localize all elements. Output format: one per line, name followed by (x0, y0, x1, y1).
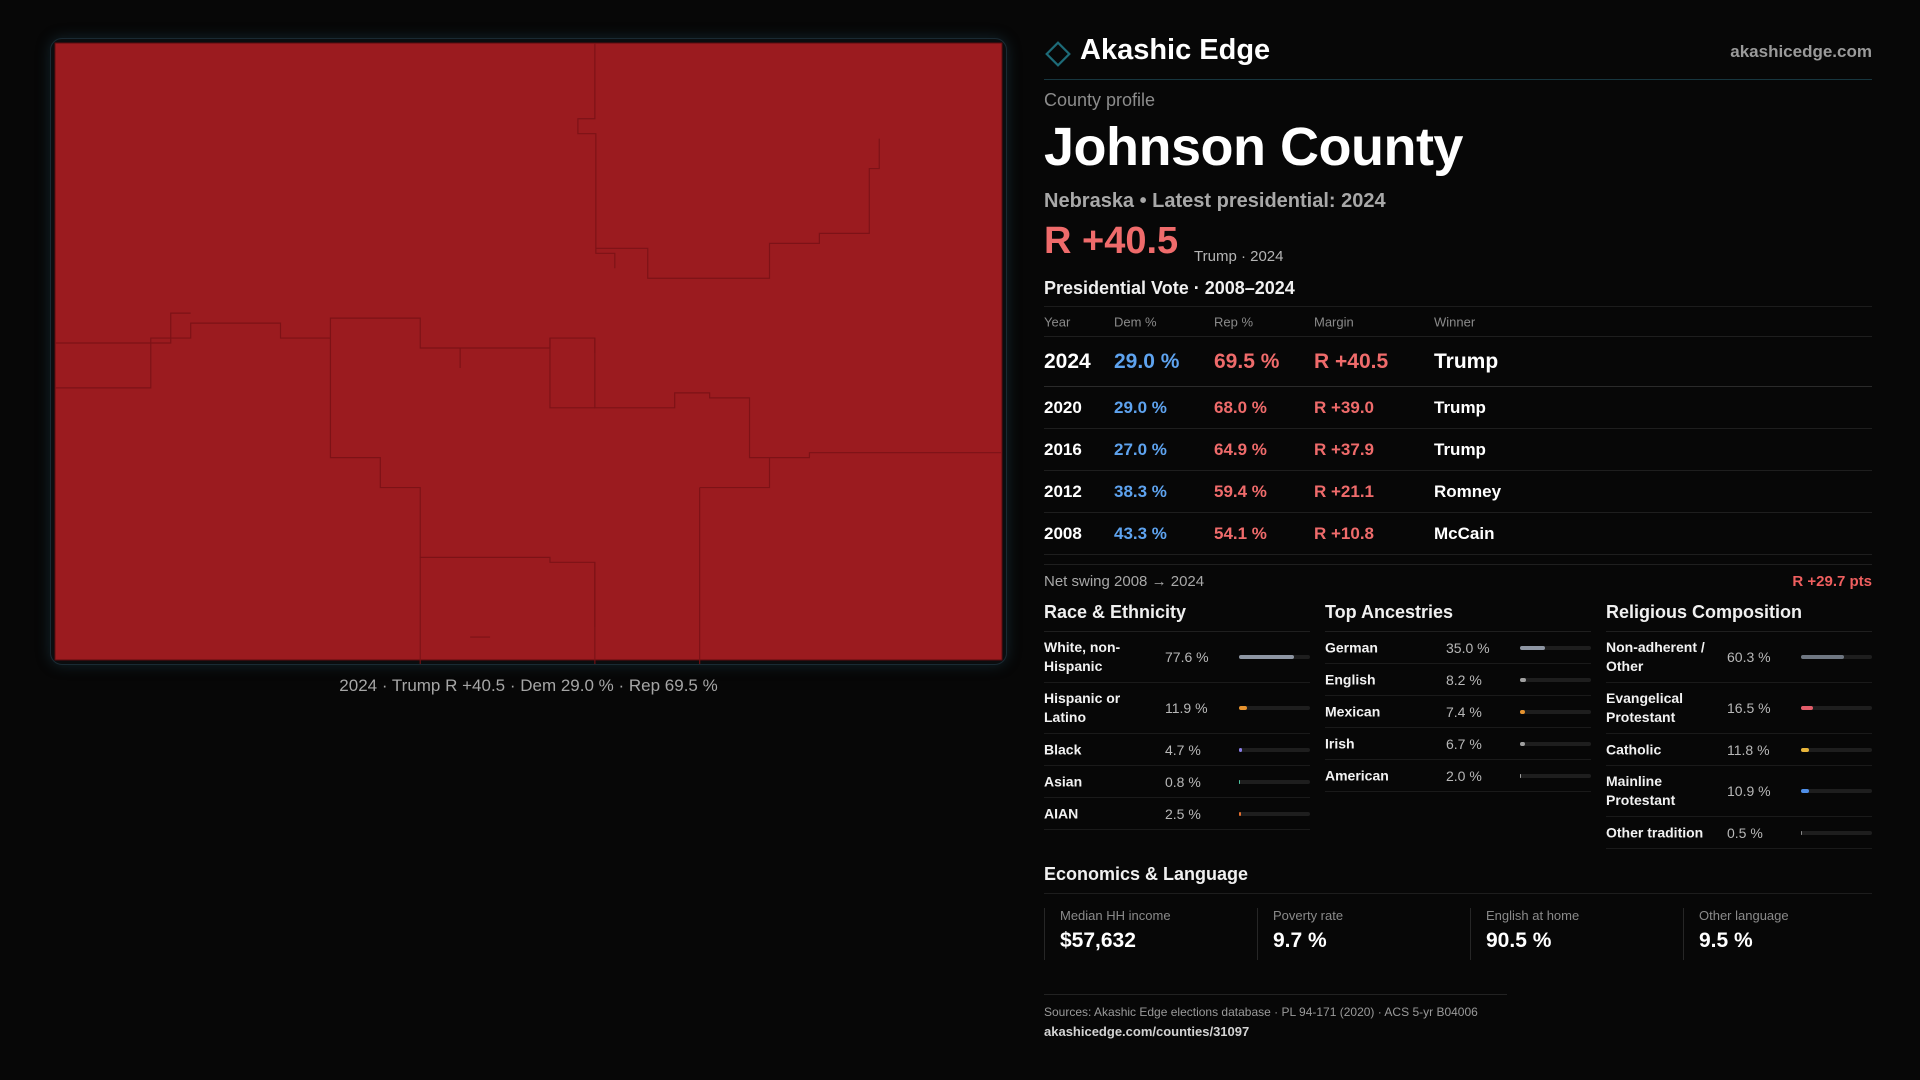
stat-label: Other tradition (1606, 824, 1704, 840)
stat-bar (1520, 646, 1591, 650)
col-margin-header: Margin (1314, 314, 1354, 329)
stat-bar (1801, 706, 1872, 710)
stat-bar-fill (1239, 706, 1247, 710)
stat-bar-fill (1520, 646, 1545, 650)
econ-stat (1470, 908, 1579, 960)
stat-bar (1520, 774, 1591, 778)
race-ethnicity-section (1044, 602, 1310, 830)
stat-label: Mainline Protestant (1606, 773, 1676, 808)
stat-row (1325, 696, 1591, 728)
row-margin: R +39.0 (1314, 397, 1375, 417)
stat-label: Mexican (1325, 703, 1381, 719)
col-rep-header: Rep % (1214, 314, 1254, 329)
stat-bar-fill (1801, 655, 1844, 659)
stat-row (1606, 766, 1872, 817)
stat-row (1606, 734, 1872, 766)
stat-label: White, non-Hispanic (1044, 639, 1121, 674)
row-rep: 68.0 % (1214, 397, 1267, 417)
stat-bar (1239, 655, 1310, 659)
econ-label: Median HH income (1060, 908, 1171, 923)
stat-label: Asian (1044, 773, 1083, 789)
county-permalink[interactable]: akashicedge.com/counties/31097 (1044, 1024, 1250, 1039)
diamond-logo-icon (1044, 40, 1072, 68)
econ-value: $57,632 (1060, 929, 1136, 952)
stat-row (1606, 683, 1872, 734)
row-year: 2012 (1044, 481, 1082, 501)
row-rep: 59.4 % (1214, 481, 1267, 501)
stat-row (1044, 798, 1310, 830)
stat-bar (1801, 655, 1872, 659)
table-row (1044, 387, 1872, 429)
econ-label: English at home (1486, 908, 1580, 923)
stat-bar-fill (1239, 655, 1294, 659)
table-row (1044, 513, 1872, 555)
stat-value: 8.2 % (1446, 671, 1482, 688)
econ-stat (1683, 908, 1789, 960)
row-rep: 69.5 % (1214, 349, 1280, 373)
stat-bar (1239, 812, 1310, 816)
stat-bar (1520, 710, 1591, 714)
sources-footer (1044, 994, 1507, 1039)
econ-label: Other language (1699, 908, 1789, 923)
row-margin: R +40.5 (1314, 349, 1389, 373)
stat-label: German (1325, 639, 1378, 655)
brand-header (1044, 28, 1872, 80)
race-section-title: Race & Ethnicity (1044, 602, 1310, 632)
econ-label: Poverty rate (1273, 908, 1344, 923)
stat-label: Catholic (1606, 741, 1662, 757)
stat-value: 11.8 % (1727, 741, 1770, 758)
page-subtitle: Nebraska • Latest presidential: 2024 (1044, 190, 1386, 212)
row-winner: McCain (1434, 523, 1495, 543)
stat-bar (1801, 831, 1872, 835)
economics-section-title: Economics & Language (1044, 864, 1249, 884)
stat-bar-fill (1239, 812, 1241, 816)
stat-value: 16.5 % (1727, 700, 1771, 716)
stat-value: 60.3 % (1727, 649, 1771, 665)
stat-bar (1239, 780, 1310, 784)
row-winner: Trump (1434, 439, 1486, 459)
stat-label: Hispanic or Latino (1044, 690, 1121, 725)
page-title: Johnson County (1044, 117, 1463, 177)
page-eyebrow: County profile (1044, 90, 1156, 110)
stat-value: 0.8 % (1165, 773, 1201, 790)
net-swing-label: Net swing 2008 → 2024 (1044, 573, 1205, 590)
county-map[interactable] (50, 38, 1007, 665)
econ-value: 9.5 % (1699, 929, 1753, 952)
stat-value: 7.4 % (1446, 703, 1482, 720)
net-swing-row (1044, 564, 1872, 594)
row-year: 2016 (1044, 439, 1082, 459)
economics-section (1044, 893, 1872, 957)
stat-row (1325, 632, 1591, 664)
stat-bar (1520, 678, 1591, 682)
econ-stat (1257, 908, 1343, 960)
table-row (1044, 429, 1872, 471)
stat-value: 10.9 % (1727, 783, 1771, 799)
headline-margin: R +40.5 (1044, 220, 1179, 262)
stat-value: 0.5 % (1727, 824, 1763, 841)
brand-url-link[interactable]: akashicedge.com (1730, 42, 1872, 61)
stat-row (1606, 817, 1872, 849)
stat-row (1044, 734, 1310, 766)
col-year-header: Year (1044, 314, 1071, 329)
stat-bar-fill (1239, 748, 1242, 752)
table-row (1044, 337, 1872, 387)
row-year: 2008 (1044, 523, 1082, 543)
stat-row (1325, 760, 1591, 792)
county-map-fill (55, 43, 1002, 660)
col-dem-header: Dem % (1114, 314, 1157, 329)
religion-section-title: Religious Composition (1606, 602, 1872, 632)
stat-bar-fill (1520, 774, 1521, 778)
stat-row (1044, 632, 1310, 683)
stat-bar (1801, 748, 1872, 752)
row-dem: 29.0 % (1114, 397, 1167, 417)
stat-label: Irish (1325, 735, 1355, 751)
stat-bar-fill (1520, 742, 1525, 746)
econ-stat (1044, 908, 1171, 960)
religion-section (1606, 602, 1872, 849)
row-dem: 43.3 % (1114, 523, 1167, 543)
stat-value: 2.0 % (1446, 767, 1482, 784)
row-winner: Romney (1434, 481, 1502, 501)
stat-bar-fill (1801, 748, 1809, 752)
stat-value: 4.7 % (1165, 741, 1201, 758)
sources-text: Sources: Akashic Edge elections database · PL 94-171 (2020) · ACS 5-yr B04006 (1044, 1005, 1478, 1019)
headline-note: Trump · 2024 (1194, 248, 1284, 265)
stat-bar-fill (1239, 780, 1240, 784)
row-year: 2024 (1044, 349, 1091, 373)
net-swing-value: R +29.7 pts (1792, 573, 1872, 590)
row-rep: 64.9 % (1214, 439, 1267, 459)
stat-bar-fill (1801, 831, 1802, 835)
stat-row (1044, 683, 1310, 734)
stat-bar-fill (1520, 678, 1526, 682)
row-margin: R +10.8 (1314, 523, 1375, 543)
stat-row (1325, 664, 1591, 696)
econ-value: 9.7 % (1273, 929, 1327, 952)
row-margin: R +37.9 (1314, 439, 1375, 459)
row-winner: Trump (1434, 397, 1486, 417)
stat-label: English (1325, 671, 1376, 687)
stat-label: Black (1044, 741, 1082, 757)
stat-value: 11.9 % (1165, 700, 1208, 716)
row-year: 2020 (1044, 397, 1082, 417)
county-map-svg (51, 39, 1006, 664)
vote-table (1044, 306, 1872, 555)
stat-bar (1801, 789, 1872, 793)
econ-value: 90.5 % (1486, 929, 1552, 952)
row-dem: 27.0 % (1114, 439, 1167, 459)
stat-value: 2.5 % (1165, 805, 1201, 822)
row-margin: R +21.1 (1314, 481, 1375, 501)
stat-label: American (1325, 767, 1389, 783)
stat-bar (1239, 706, 1310, 710)
stat-bar-fill (1801, 789, 1809, 793)
stat-value: 6.7 % (1446, 735, 1482, 752)
stat-bar-fill (1801, 706, 1813, 710)
col-winner-header: Winner (1434, 314, 1476, 329)
ancestries-section (1325, 602, 1591, 792)
stat-row (1044, 766, 1310, 798)
ancestries-section-title: Top Ancestries (1325, 602, 1591, 632)
county-profile-panel (1044, 28, 1872, 1068)
row-rep: 54.1 % (1214, 523, 1267, 543)
stat-bar-fill (1520, 710, 1525, 714)
stat-bar (1239, 748, 1310, 752)
stat-row (1325, 728, 1591, 760)
table-row (1044, 471, 1872, 513)
stat-bar (1520, 742, 1591, 746)
stat-label: AIAN (1044, 805, 1079, 821)
vote-table-header (1044, 307, 1872, 337)
stat-label: Non-adherent / Other (1606, 639, 1705, 674)
stat-value: 77.6 % (1165, 649, 1209, 665)
brand-name: Akashic Edge (1080, 34, 1271, 66)
vote-section-title: Presidential Vote · 2008–2024 (1044, 278, 1295, 298)
stat-label: Evangelical Protestant (1606, 690, 1684, 725)
stat-value: 35.0 % (1446, 639, 1490, 656)
stat-row (1606, 632, 1872, 683)
row-dem: 38.3 % (1114, 481, 1167, 501)
map-caption: 2024 · Trump R +40.5 · Dem 29.0 % · Rep 69.5 % (339, 676, 718, 695)
row-winner: Trump (1434, 349, 1499, 373)
row-dem: 29.0 % (1114, 349, 1180, 373)
